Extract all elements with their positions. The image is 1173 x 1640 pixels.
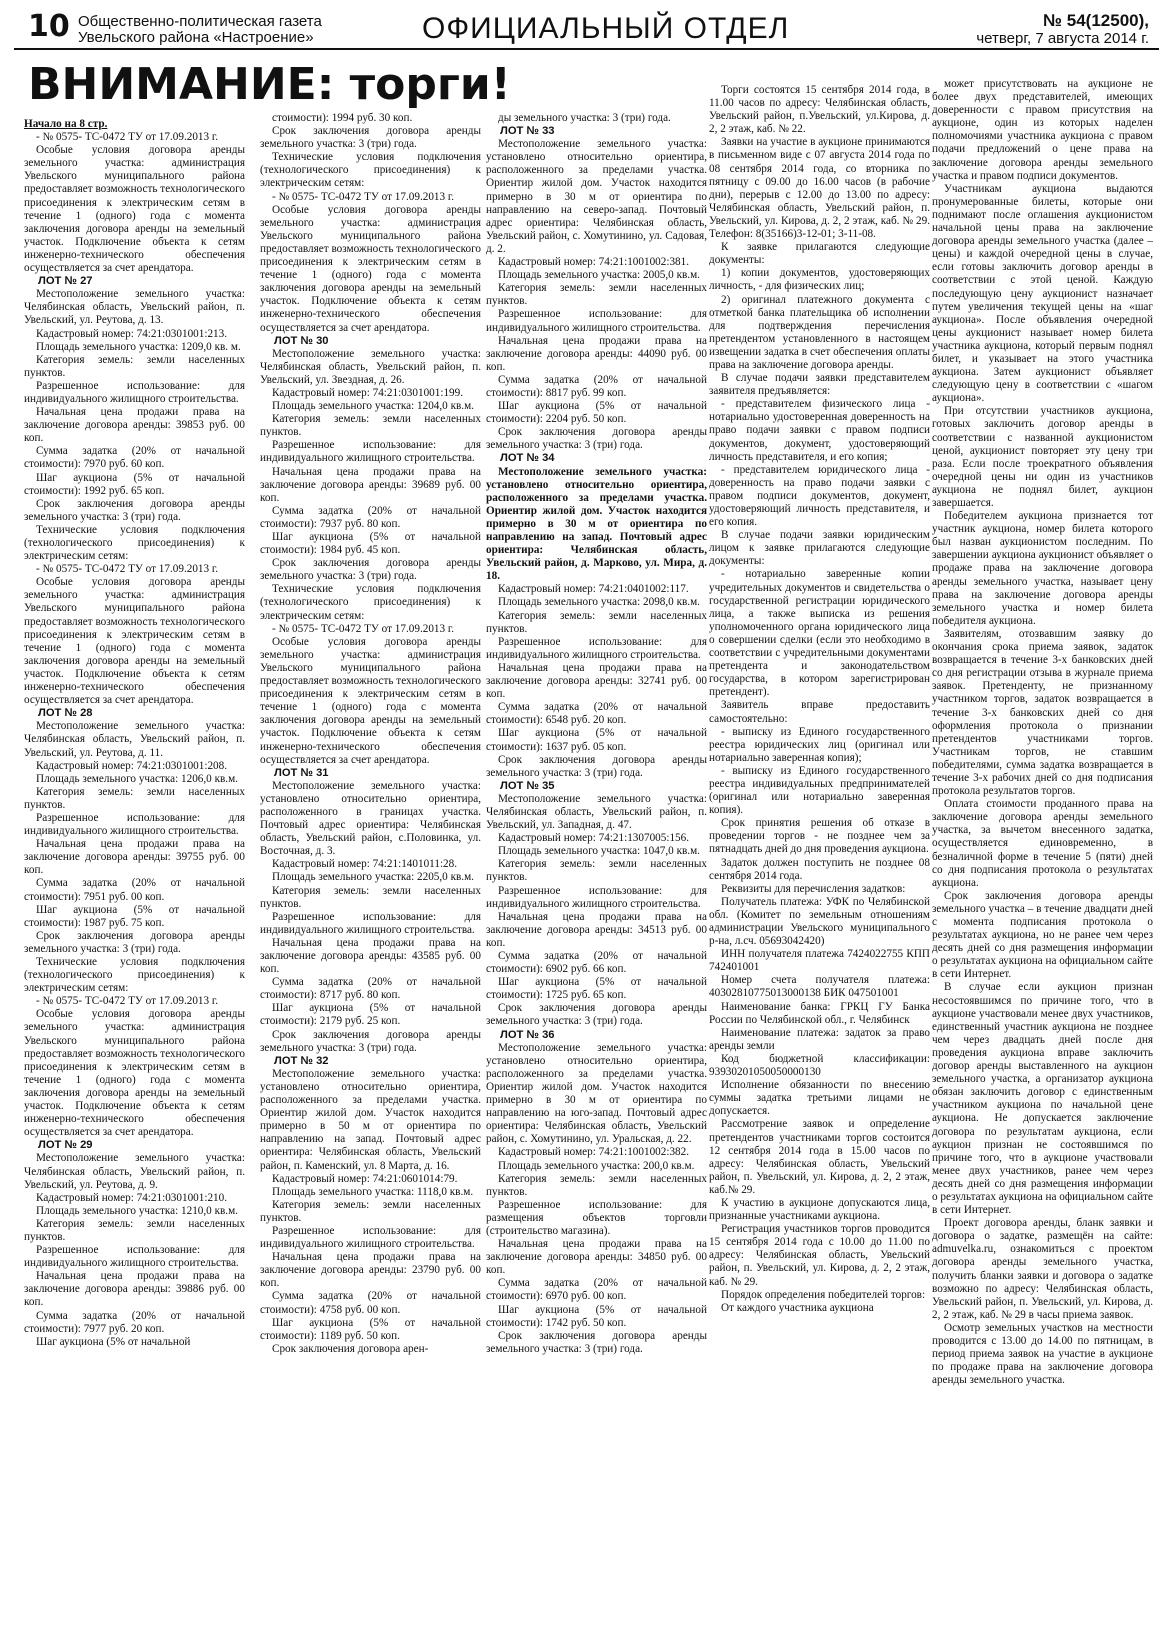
paragraph: Срок заключения договора аренды земельного участка: 3 (три) года. (24, 929, 245, 955)
paragraph: Срок заключения договора аренды земельного участка: 3 (три) года. (260, 1028, 481, 1054)
paragraph: Кадастровый номер: 74:21:0401002:117. (498, 583, 689, 596)
issue-info (976, 12, 1149, 47)
paragraph: Кадастровый номер: 74:21:0301001:213. (36, 327, 228, 340)
paragraph: Участникам аукциона выдаются пронумерованные билеты, которые они поднимают после оглашения аукционистом начальной цены права на заключение договора аренды земельного участка (далее – цены) и каждой очередной цены в случае, если готовы заключить договор аренды в соответствии с этой ценой. Каждую последующую цену аукционист назначает путем увеличения текущей цены на «шаг аукциона». После объявления очередной цены аукционист называет номер билета участника аукциона, который первым поднял билет, и указывает на этого участника аукциона. Затем аукционист объявляет следующую цену в соответствии с «шагом аукциона». (932, 182, 1153, 405)
paragraph: Шаг аукциона (5% от начальной стоимости): 1742 руб. 50 коп. (486, 1303, 707, 1329)
paragraph: Разрешенное использование: для индивидуального жилищного строительства. (486, 884, 707, 910)
paragraph: Шаг аукциона (5% от начальной стоимости): 1637 руб. 05 коп. (486, 727, 707, 753)
lot-heading: ЛОТ № 30 (274, 334, 329, 347)
paragraph: Срок заключения договора аренды земельного участка: 3 (три) года. (486, 753, 707, 779)
paragraph: Категория земель: земли населенных пунктов. (486, 282, 707, 308)
paragraph: Площадь земельного участка: 1210,0 кв.м. (36, 1204, 238, 1217)
paragraph: Категория земель: земли населенных пунктов. (486, 858, 707, 884)
paragraph: При отсутствии участников аукциона, готовых заключить договор аренды в соответствии с названной аукционистом ценой, аукционист повторяет эту цену три раза. Если после троекратного объявления очередной цены ни один из участников аукциона не поднял билет, аукцион завершается. (932, 405, 1153, 509)
paragraph: может присутствовать на аукционе не более двух представителей, имеющих доверенности с правом присутствия на аукционе, один из которых наделен полномочиями участника аукциона с правом подачи предложений о цене права на заключение договора аренды земельного участка и правом подписи документов. (932, 78, 1153, 182)
paragraph: Категория земель: земли населенных пунктов. (260, 1198, 481, 1224)
paragraph: Порядок определения победителей торгов: (721, 1288, 926, 1301)
paragraph: Разрешенное использование: для индивидуального жилищного строительства. (24, 1244, 245, 1270)
paragraph: стоимости): 1994 руб. 30 коп. (272, 112, 413, 124)
paragraph: Особые условия договора аренды земельного участка: администрация Увельского муниципального района предоставляет возможность технологического присоединения к электрическим сетям в течение 1 (одного) года с момента заключения договора аренды на земельный участок. Подключение объекта к сетям инженерно-технического обеспечения осуществляется за счет арендатора. (24, 144, 245, 275)
paragraph: Сумма задатка (20% от начальной стоимости): 6902 руб. 66 коп. (486, 950, 707, 976)
column-1 (24, 118, 245, 1632)
newspaper-name-line2: Увельского района «Настроение» (78, 29, 314, 46)
paragraph: Сумма задатка (20% от начальной стоимости): 7977 руб. 20 коп. (24, 1309, 245, 1335)
paragraph: - представителем юридического лица - доверенность на право подачи заявки с правом подписи документов, документ, удостоверяющий личность представителя, и его копия. (709, 463, 930, 529)
paragraph: Категория земель: земли населенных пунктов. (486, 609, 707, 635)
column-2 (260, 112, 481, 1632)
paragraph: Площадь земельного участка: 2098,0 кв.м. (498, 596, 700, 609)
paragraph: Площадь земельного участка: 1118,0 кв.м. (272, 1185, 474, 1198)
paragraph: Сумма задатка (20% от начальной стоимости): 7970 руб. 60 коп. (24, 445, 245, 471)
paragraph: Местоположение земельного участка: Челябинская область, Увельский район, п. Увельский, ул. Реутова, д. 9. (24, 1152, 245, 1191)
headline: ВНИМАНИЕ: торги! (28, 59, 511, 110)
paragraph: - № 0575- ТС-0472 ТУ от 17.09.2013 г. (36, 995, 219, 1008)
paragraph: 1) копии документов, удостоверяющих личность, - для физических лиц; (709, 267, 930, 293)
paragraph: Срок заключения договора аренды земельного участка: 3 (три) года. (260, 125, 481, 151)
paragraph: Площадь земельного участка: 1204,0 кв.м. (272, 400, 474, 413)
paragraph: Оплата стоимости проданного права на заключение договора аренды земельного участка, за вычетом внесенного задатка, осуществляется единовременно, в безналичной форме в течение 5 (пяти) дней со дня подписания протокола о результатах аукциона. (932, 798, 1153, 889)
paragraph: Шаг аукциона (5% от начальной стоимости): 2204 руб. 50 коп. (486, 400, 707, 426)
newspaper-name-line1: Общественно-политическая газета (78, 13, 322, 30)
lot-heading: ЛОТ № 32 (274, 1054, 329, 1067)
paragraph: - № 0575- ТС-0472 ТУ от 17.09.2013 г. (272, 190, 455, 203)
paragraph: Начальная цена продажи права на заключение договора аренды: 39853 руб. 00 коп. (24, 406, 245, 445)
paragraph: - представителем физического лица - нотариально удостоверенная доверенность на право подачи заявки с правом подписи документов, документ, удостоверяющий личность представителя, и его копия; (709, 398, 930, 463)
paragraph: Кадастровый номер: 74:21:1001002:381. (498, 256, 690, 269)
paragraph: Местоположение земельного участка: Челябинская область, Увельский район, п. Увельский, ул. Западная, д. 47. (486, 792, 707, 832)
paragraph: Разрешенное использование: для индивидуального жилищного строительства. (260, 1224, 481, 1251)
paragraph: Заявитель вправе предоставить самостоятельно: (709, 699, 930, 725)
paragraph: Реквизиты для перечисления задатков: (721, 882, 906, 895)
paragraph: Начальная цена продажи права на заключение договора аренды: 43585 руб. 00 коп. (260, 936, 481, 976)
page-number: 10 (28, 9, 70, 44)
paragraph: В случае если аукцион признан несостоявшимся по причине того, что в аукционе участвовали менее двух участников, единственный участник аукциона не позднее чем через двадцать дней после дня проведения аукциона вправе заключить договор аренды выставленного на аукцион земельного участка, а организатор аукциона обязан заключить договор с единственным участником аукциона по начальной цене аукциона. Не допускается заключение договора по результатам аукциона, если аукцион признан не состоявшимся по причине того, что в аукционе участвовали менее двух участников, ранее чем через десять дней со дня размещения информации о результатах аукциона на официальном сайте в сети Интернет. (932, 981, 1153, 1217)
paragraph: Шаг аукциона (5% от начальной стоимости): 1725 руб. 65 коп. (486, 976, 707, 1002)
issue-date: четверг, 7 августа 2014 г. (976, 30, 1149, 47)
lot-heading: ЛОТ № 31 (274, 766, 329, 779)
paragraph: Заявителям, отозвавшим заявку до окончания срока приема заявок, задаток возвращается в течение 3-х банковских дней со дня регистрации отзыва в журнале приема заявок. Претенденту, не признанному участником торгов, задаток возвращается в течение 3-х банковских дней со дня оформления протокола о признании претендентов участниками торгов. Участникам торгов, не ставшим победителями, сумма задатка возвращается в течение 3-х рабочих дней со дня подписания протокола результатов торгов. (932, 627, 1153, 798)
newspaper-name (78, 14, 322, 46)
paragraph: Кадастровый номер: 74:21:0301001:208. (36, 759, 228, 772)
paragraph: Рассмотрение заявок и определение претендентов участниками торгов состоится 12 сентября 2014 года в 15.00 часов по адресу: Челябинская область, Увельский район, п. Увельский, ул. Кирова, д. 2, 2 этаж, каб.№ 29. (709, 1118, 930, 1196)
paragraph: Категория земель: земли населенных пунктов. (260, 413, 481, 439)
paragraph: Сумма задатка (20% от начальной стоимости): 8817 руб. 99 коп. (486, 373, 707, 399)
paragraph: Наименование банка: ГРКЦ ГУ Банка России по Челябинской обл., г. Челябинск (709, 1000, 930, 1026)
paragraph: Местоположение земельного участка: Челябинская область, Увельский район, п. Увельский, ул. Реутова, д. 13. (24, 288, 245, 327)
lot-heading: ЛОТ № 27 (38, 275, 93, 288)
paragraph: Разрешенное использование: для индивидуального жилищного строительства. (24, 379, 245, 405)
paragraph: Разрешенное использование: для индивидуального жилищного строительства. (486, 635, 707, 661)
paragraph: От каждого участника аукциона (721, 1301, 874, 1314)
paragraph: Начальная цена продажи права на заключение договора аренды: 39886 руб. 00 коп. (24, 1270, 245, 1309)
paragraph: Категория земель: земли населенных пунктов. (260, 884, 481, 910)
paragraph: Площадь земельного участка: 1206,0 кв.м. (36, 772, 238, 785)
paragraph: Срок заключения договора аренды земельного участка: 3 (три) года. (486, 1329, 707, 1355)
paragraph: Шаг аукциона (5% от начальной стоимости): 1189 руб. 50 коп. (260, 1316, 481, 1342)
paragraph: Начальная цена продажи права на заключение договора аренды: 32741 руб. 00 коп. (486, 661, 707, 701)
paragraph: Кадастровый номер: 74:21:0601014:79. (272, 1172, 458, 1185)
paragraph: Срок заключения договора аренды земельного участка: 3 (три) года. (260, 557, 481, 583)
paragraph: В случае подачи заявки представителем заявителя предъявляется: (709, 372, 930, 398)
paragraph: Исполнение обязанности по внесению суммы задатка третьими лицами не допускается. (709, 1079, 930, 1118)
paragraph: Площадь земельного участка: 1209,0 кв. м. (36, 340, 241, 353)
paragraph: Начальная цена продажи права на заключение договора аренды: 34513 руб. 00 коп. (486, 910, 707, 949)
paragraph: Разрешенное использование: для индивидуального жилищного строительства. (260, 910, 481, 936)
paragraph: Площадь земельного участка: 2205,0 кв.м. (272, 871, 474, 884)
paragraph: К заявке прилагаются следующие документы: (709, 241, 930, 267)
paragraph: Сумма задатка (20% от начальной стоимости): 8717 руб. 80 коп. (260, 976, 481, 1002)
paragraph: Кадастровый номер: 74:21:0301001:210. (36, 1191, 228, 1204)
paragraph: Особые условия договора аренды земельного участка: администрация Увельского муниципального района предоставляет возможность технологического присоединения к электрическим сетям в течение 1 (одного) года с момента заключения договора аренды на земельный участок. Подключение объекта к сетям инженерно-технического обеспечения осуществляется за счет арендатора. (24, 576, 245, 707)
paragraph: Местоположение земельного участка: установлено относительно ориентира, расположенного в границах участка. Почтовый адрес ориентира: Челябинская область, Увельский район, с.Половинка, ул. Восточная, д. 3. (260, 779, 481, 858)
paragraph: Разрешенное использование: для индивидуального жилищного строительства. (486, 308, 707, 334)
paragraph: Номер счета получателя платежа: 40302810775013000138 БИК 047501001 (709, 974, 930, 1000)
paragraph: Площадь земельного участка: 2005,0 кв.м. (498, 269, 700, 282)
paragraph: Сумма задатка (20% от начальной стоимости): 7951 руб. 00 коп. (24, 877, 245, 903)
paragraph: - выписку из Единого государственного реестра индивидуальных предпринимателей (оригинал или нотариально заверенная копия). (709, 764, 930, 817)
lot-heading: ЛОТ № 29 (38, 1139, 93, 1152)
paragraph: - № 0575- ТС-0472 ТУ от 17.09.2013 г. (36, 563, 219, 576)
column-3 (486, 112, 707, 1632)
paragraph: Шаг аукциона (5% от начальной стоимости): 2179 руб. 25 коп. (260, 1002, 481, 1028)
lot-heading: ЛОТ № 34 (500, 452, 555, 465)
lot-heading: ЛОТ № 28 (38, 707, 93, 720)
paragraph: В случае подачи заявки юридическим лицом к заявке прилагаются следующие документы: (709, 529, 930, 568)
paragraph: Категория земель: земли населенных пунктов. (24, 1217, 245, 1243)
paragraph: Срок заключения договора аренды земельного участка: 3 (три) года. (24, 497, 245, 523)
issue-number: № 54(12500), (1043, 11, 1149, 30)
paragraph: Сумма задатка (20% от начальной стоимости): 4758 руб. 00 коп. (260, 1290, 481, 1316)
paragraph: Кадастровый номер: 74:21:0301001:199. (272, 386, 464, 399)
paragraph: Сумма задатка (20% от начальной стоимости): 7937 руб. 80 коп. (260, 504, 481, 530)
paragraph: Кадастровый номер: 74:21:1401011:28. (272, 858, 458, 871)
paragraph: Кадастровый номер: 74:21:1001002:382. (498, 1146, 690, 1159)
paragraph: Сумма задатка (20% от начальной стоимости): 6970 руб. 00 коп. (486, 1277, 707, 1303)
paragraph: Местоположение земельного участка: Челябинская область, Увельский район, п. Увельский, ул. Звездная, д. 26. (260, 347, 481, 386)
paragraph: Срок заключения договора аренды земельного участка: 3 (три) года. (486, 1002, 707, 1028)
paragraph: Местоположение земельного участка: установлено относительно ориентира, расположенного за пределами участка. Ориентир жилой дом. Участок находится примерно в 30 м от ориентира по направлению на запад. Почтовый адрес ориентира: Челябинская область, Увельский район, д. Марково, ул. Мира, д. 18. (486, 465, 707, 583)
paragraph: Код бюджетной классификации: 93930201050050000130 (709, 1052, 930, 1079)
paragraph: Особые условия договора аренды земельного участка: администрация Увельского муниципального района предоставляет возможность технологического присоединения к электрическим сетям в течение 1 (одного) года с момента заключения договора аренды на земельный участок. Подключение объекта к сетям инженерно-технического обеспечения осуществляется за счет арендатора. (24, 1008, 245, 1139)
paragraph: Регистрация участников торгов проводится 15 сентября 2014 года с 10.00 до 11.00 по адресу: Челябинская область, Увельский район, п. Увельский, ул. Кирова, д. 2, 2 этаж, каб. № 29. (709, 1223, 930, 1288)
masthead (14, 10, 1159, 50)
paragraph: Площадь земельного участка: 200,0 кв.м. (498, 1159, 695, 1172)
paragraph: Местоположение земельного участка: Челябинская область, Увельский район, п. Увельский, ул. Реутова, д. 11. (24, 720, 245, 759)
paragraph: Срок заключения договора арен- (272, 1342, 429, 1355)
paragraph: Технические условия подключения (технологического присоединения) к электрическим сетям: (260, 583, 481, 622)
lot-heading: ЛОТ № 35 (500, 779, 555, 792)
paragraph: Разрешенное использование: для индивидуального жилищного строительства. (24, 811, 245, 838)
article-columns (14, 78, 1159, 1632)
paragraph: Технические условия подключения (технологического присоединения) к электрическим сетям: (24, 523, 245, 563)
paragraph: Начальная цена продажи права на заключение договора аренды: 39755 руб. 00 коп. (24, 838, 245, 877)
paragraph: Особые условия договора аренды земельного участка: администрация Увельского муниципального района предоставляет возможность технологического присоединения к электрическим сетям в течение 1 (одного) года с момента заключения договора аренды на земельный участок. Подключение объекта к сетям инженерно-технического обеспечения осуществляется за счет арендатора. (260, 635, 481, 766)
lot-heading: ЛОТ № 36 (500, 1028, 555, 1041)
paragraph: Наименование платежа: задаток за право аренды земли (709, 1026, 930, 1052)
paragraph: Разрешенное использование: для индивидуального жилищного строительства. (260, 439, 481, 465)
paragraph: Начальная цена продажи права на заключение договора аренды: 44090 руб. 00 коп. (486, 334, 707, 373)
paragraph: Шаг аукциона (5% от начальной стоимости): 1992 руб. 65 коп. (24, 471, 245, 497)
paragraph: ды земельного участка: 3 (три) года. (498, 112, 671, 124)
paragraph: Технические условия подключения (технологического присоединения) к электрическим сетям: (260, 151, 481, 190)
paragraph: Победителем аукциона признается тот участник аукциона, номер билета которого был назван аукционистом последним. По завершении аукциона аукционист объявляет о продаже права на заключение договора аренды земельного участка, называет цену права на заключение договора аренды земельного участка и номер билета победителя аукциона. (932, 510, 1153, 627)
paragraph: Категория земель: земли населенных пунктов. (486, 1172, 707, 1198)
column-4 (709, 84, 930, 1632)
paragraph: Особые условия договора аренды земельного участка: администрация Увельского муниципального района предоставляет возможность технологического присоединения к электрическим сетям в течение 1 (одного) года с момента заключения договора аренды на земельный участок. Подключение объекта к сетям инженерно-технического обеспечения осуществляется за счет арендатора. (260, 203, 481, 334)
paragraph: Начальная цена продажи права на заключение договора аренды: 23790 руб. 00 коп. (260, 1251, 481, 1290)
paragraph: Заявки на участие в аукционе принимаются в письменном виде с 07 августа 2014 года по 08 сентября 2014 года, со вторника по пятницу с 09.00 до 16.00 часов (в рабочие дни), перерыв с 12.00 до 13.00 по адресу: Челябинская область, Увельский район, п. Увельский, ул. Кирова, д. 2, 2 этаж, каб. № 29. Телефон: 8(35166)3-12-01; 3-11-08. (709, 136, 930, 241)
paragraph: К участию в аукционе допускаются лица, признанные участниками аукциона. (709, 1196, 930, 1223)
paragraph: Сумма задатка (20% от начальной стоимости): 6548 руб. 20 коп. (486, 701, 707, 727)
paragraph: Срок заключения договора аренды земельного участка – в течение двадцати дней с момента подписания протокола о результатах аукциона, но не ранее чем через десять дней со дня размещения информации о результатах аукциона на официальном сайте в сети Интернет. (932, 889, 1153, 981)
paragraph: Кадастровый номер: 74:21:1307005:156. (498, 832, 690, 845)
paragraph: Осмотр земельных участков на местности проводится с 13.00 до 14.00 по пятницам, в период приема заявок на участие в аукционе по продаже права на заключение договора аренды земельного участка. (932, 1321, 1153, 1387)
paragraph: - выписку из Единого государственного реестра юридических лиц (оригинал или нотариально заверенная копия); (709, 725, 930, 764)
paragraph: Категория земель: земли населенных пунктов. (24, 785, 245, 811)
column-5 (932, 78, 1153, 1632)
paragraph: Шаг аукциона (5% от начальной (36, 1335, 191, 1348)
paragraph: Местоположение земельного участка: установлено относительно ориентира, расположенного за пределами участка. Ориентир жилой дом. Участок находится примерно в 30 м от ориентира по направлению на северо-запад. Почтовый адрес ориентира: Челябинская область, Увельский район, с. Хомутинино, ул. Садовая, д. 2. (486, 138, 707, 255)
paragraph: Разрешенное использование: для размещения объектов торговли (строительство магазина). (486, 1198, 707, 1237)
section-title: ОФИЦИАЛЬНЫЙ ОТДЕЛ (422, 12, 790, 45)
paragraph: - № 0575- ТС-0472 ТУ от 17.09.2013 г. (272, 622, 455, 635)
lot-heading: ЛОТ № 33 (500, 125, 555, 138)
paragraph: Задаток должен поступить не позднее 08 сентября 2014 года. (709, 856, 930, 882)
paragraph: Срок заключения договора аренды земельного участка: 3 (три) года. (486, 426, 707, 452)
paragraph: - № 0575- ТС-0472 ТУ от 17.09.2013 г. (36, 131, 219, 144)
paragraph: Технические условия подключения (технологического присоединения) к электрическим сетям: (24, 956, 245, 995)
paragraph: Местоположение земельного участка: установлено относительно ориентира, расположенного за пределами участка. Ориентир жилой дом. Участок находится примерно в 30 м от ориентира по направлению на юго-запад. Почтовый адрес ориентира: Челябинская область, Увельский район, с. Хомутинино, ул. Уральская, д. 22. (486, 1041, 707, 1146)
paragraph: 2) оригинал платежного документа с отметкой банка плательщика об исполнении для подтверждения перечисления претендентом установленного в настоящем извещении задатка в счет обеспечения оплаты права на заключение договора аренды. (709, 293, 930, 371)
paragraph: Начальная цена продажи права на заключение договора аренды: 34850 руб. 00 коп. (486, 1238, 707, 1277)
paragraph: ИНН получателя платежа 7424022755 КПП 742401001 (709, 948, 930, 974)
paragraph: Получатель платежа: УФК по Челябинской обл. (Комитет по земельным отношениям администрации Увельского муниципального р-на, л.сч. 05693042420) (709, 895, 930, 948)
paragraph: Срок принятия решения об отказе в проведении торгов - не позднее чем за пятнадцать дней до дня проведения аукциона. (709, 817, 930, 856)
paragraph: Шаг аукциона (5% от начальной стоимости): 1984 руб. 45 коп. (260, 531, 481, 557)
paragraph: Торги состоятся 15 сентября 2014 года, в 11.00 часов по адресу: Челябинская область, Увельский район, п.Увельский, ул.Кирова, д. 2, 2 этаж, каб. № 22. (709, 84, 930, 136)
paragraph: Проект договора аренды, бланк заявки и договора о задатке, размещён на сайте: admuvelka.ru, ознакомиться с проектом договора аренды земельного участка, получить бланки заявки и договора о задатке возможно по адресу: Челябинская область, Увельский район, п. Увельский, ул. Кирова, д. 2, 2 этаж, каб. № 29 в часы приема заявок. (932, 1217, 1153, 1321)
paragraph: Местоположение земельного участка: установлено относительно ориентира, расположенного за пределами участка. Ориентир жилой дом. Участок находится примерно в 50 м от ориентира по направлению на запад. Почтовый адрес ориентира: Челябинская область, Увельский район, п. Каменский, ул. 8 Марта, д. 16. (260, 1067, 481, 1172)
paragraph: Площадь земельного участка: 1047,0 кв.м. (498, 845, 700, 858)
paragraph: Начало на 8 стр. (24, 118, 108, 130)
paragraph: Категория земель: земли населенных пунктов. (24, 353, 245, 379)
paragraph: Начальная цена продажи права на заключение договора аренды: 39689 руб. 00 коп. (260, 465, 481, 504)
paragraph: Шаг аукциона (5% от начальной стоимости): 1987 руб. 75 коп. (24, 903, 245, 929)
paragraph: - нотариально заверенные копии учредительных документов и свидетельства о государственной регистрации юридического лица, а также выписка из решения уполномоченного органа юридического лица о совершении сделки (если это необходимо в соответствии с учредительными документами претендента и законодательством государства, в котором зарегистрирован претендент). (709, 568, 930, 699)
